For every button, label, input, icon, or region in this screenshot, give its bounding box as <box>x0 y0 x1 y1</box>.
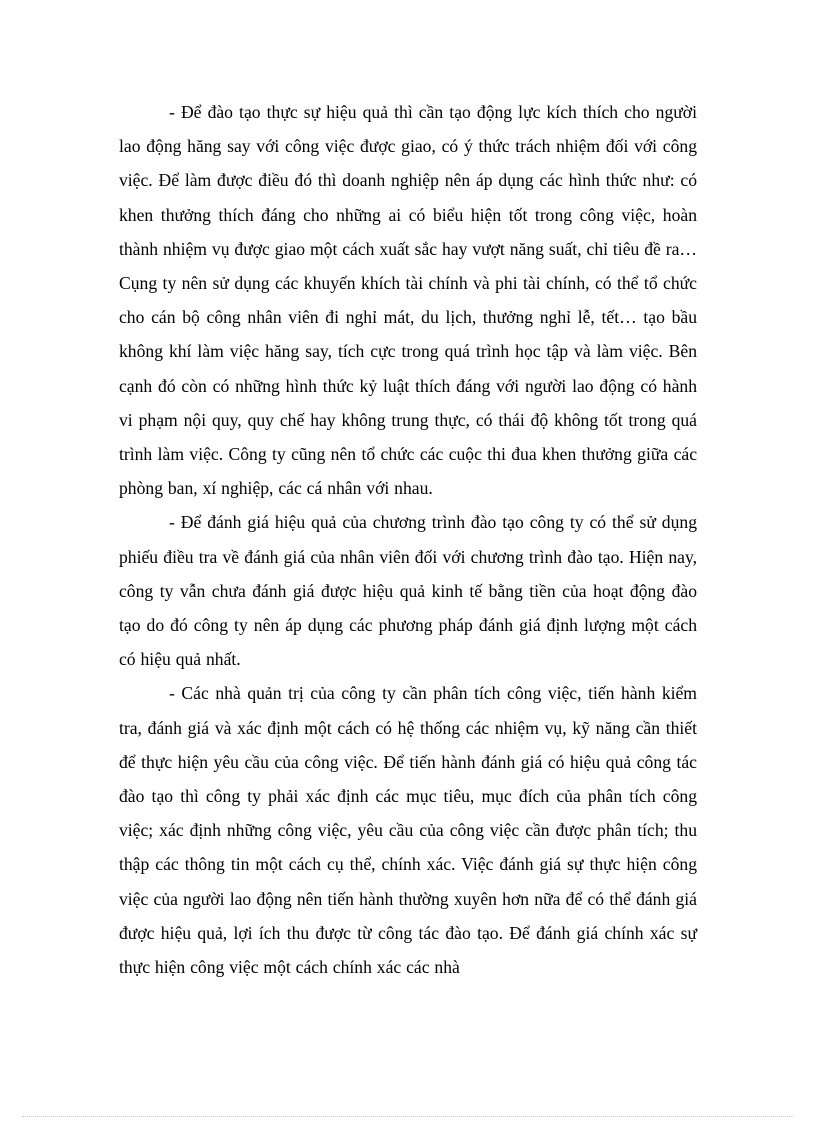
document-body <box>119 95 697 984</box>
paragraph-evaluation: - Để đánh giá hiệu quả của chương trình đào tạo công ty có thể sử dụng phiếu điều tra về đánh giá của nhân viên đối với chương trình đào tạo. Hiện nay, công ty vẫn chưa đánh giá được hiệu quả kinh tế bằng tiền của hoạt động đào tạo do đó công ty nên áp dụng các phương pháp đánh giá định lượng một cách có hiệu quả nhất. <box>119 512 697 670</box>
paragraph-motivation: - Để đào tạo thực sự hiệu quả thì cần tạo động lực kích thích cho người lao động hăng say với công việc được giao, có ý thức trách nhiệm đối với công việc. Để làm được điều đó thì doanh nghiệp nên áp dụng các hình thức như: có khen thưởng thích đáng cho những ai có biểu hiện tốt trong công việc, hoàn thành nhiệm vụ được giao một cách xuất sắc hay vượt năng suất, chỉ tiêu đề ra…Cụng ty nên sử dụng các khuyến khích tài chính và phi tài chính, có thể tổ chức cho cán bộ công nhân viên đi nghỉ mát, du lịch, thưởng nghỉ lễ, tết… tạo bầu không khí làm việc hăng say, tích cực trong quá trình học tập và làm việc. Bên cạnh đó còn có những hình thức kỷ luật thích đáng với người lao động có hành vi phạm nội quy, quy chế hay không trung thực, có thái độ không tốt trong quá trình làm việc. Công ty cũng nên tổ chức các cuộc thi đua khen thưởng giữa các phòng ban, xí nghiệp, các cá nhân với nhau. <box>119 102 697 499</box>
paragraph-job-analysis: - Các nhà quản trị của công ty cần phân tích công việc, tiến hành kiểm tra, đánh giá và xác định một cách có hệ thống các nhiệm vụ, kỹ năng cần thiết để thực hiện yêu cầu của công việc. Để tiến hành đánh giá có hiệu quả công tác đào tạo thì công ty phải xác định các mục tiêu, mục đích của phân tích công việc; xác định những công việc, yêu cầu của công việc cần được phân tích; thu thập các thông tin một cách cụ thể, chính xác. Việc đánh giá sự thực hiện công việc của người lao động nên tiến hành thường xuyên hơn nữa để có thể đánh giá được hiệu quả, lợi ích thu được từ công tác đào tạo. Để đánh giá chính xác sự thực hiện công việc một cách chính xác các nhà <box>119 683 697 978</box>
page-bottom-divider <box>22 1116 794 1117</box>
